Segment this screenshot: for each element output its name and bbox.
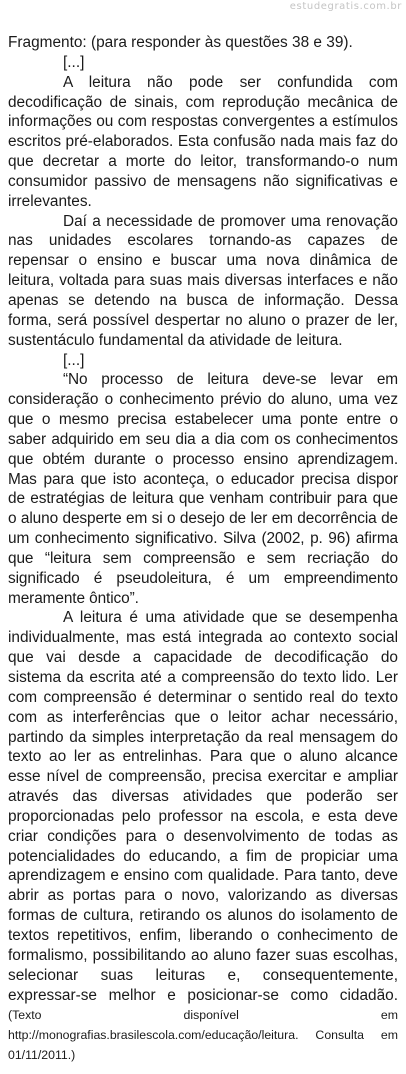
paragraph-3-quote: “No processo de leitura deve-se levar em consideração o conhecimento prévio do aluno, uma vez que o mesmo precisa estabelecer uma ponte entre o saber adquirido em seu dia a dia com os conhecimentos que obtém durante o processo ensino aprendizagem. Mas para que isto aconteça, o educador precisa dispor de estratégias de leitura que venham contribuir para que o aluno desperte em si o desejo de ler em decorrência de um conhecimento significativo. Silva (2002, p. 96) afirma que “leitura sem compreensão e sem recriação do significado é pseudoleitura, é um empreendimento meramente ôntico”.: [8, 371, 398, 607]
paragraph-1: A leitura não pode ser confundida com decodificação de sinais, com reprodução mecânica de informações ou com respostas convergentes a estímulos escritos pré-elaborados. Esta confusão nada mais faz do que decretar a morte do leitor, transformando-o num consumidor passivo de mensagens não significativas e irrelevantes.: [8, 73, 398, 210]
fragment-header: Fragmento: (para responder às questões 38 e 39).: [8, 34, 353, 51]
paragraph-2: Daí a necessidade de promover uma renovação nas unidades escolares tornando-as capazes de repensar o ensino e buscar uma nova dinâmica de leitura, voltada para suas mais diversas interfaces e não apenas se detendo na busca de informação. Dessa forma, será possível despertar no aluno o prazer de ler, sustentáculo fundamental da atividade de leitura.: [8, 212, 398, 349]
text-fragment: [8, 33, 398, 1065]
ellipsis-marker: [...]: [63, 351, 85, 369]
paragraph-4: [8, 608, 398, 1064]
source-citation: (Texto disponível em http://monografias.brasilescola.com/educação/leitura. Consulta em 01/11/2011.): [8, 1008, 398, 1063]
paragraph-4-text: A leitura é uma atividade que se desempenha individualmente, mas está integrada ao contexto social que vai desde a capacidade de decodificação do sistema da escrita até a compreensão do texto lido. Ler com compreensão é determinar o sentido real do texto com as interferências que o leitor achar necessário, partindo da simples interpretação da real mensagem do texto ao ler as entrelinhas. Para que o aluno alcance esse nível de compreensão, precisa exercitar e ampliar através das diversas atividades que poderão ser proporcionadas pelo professor na escola, e esta deve criar condições para o desenvolvimento de todas as potencialidades do educando, a fim de propiciar uma aprendizagem e ensino com qualidade. Para tanto, deve abrir as portas para o novo, valorizando as diversas formas de cultura, retirando os alunos do isolamento de textos repetitivos, enfim, liberando o conhecimento de formalismo, possibilitando ao aluno fazer suas escolhas, selecionar suas leituras e, consequentemente, expressar-se melhor e posicionar-se como cidadão.: [8, 609, 398, 1004]
site-watermark: estudegratis.com.br: [289, 1, 402, 12]
ellipsis-marker: [...]: [63, 53, 85, 71]
